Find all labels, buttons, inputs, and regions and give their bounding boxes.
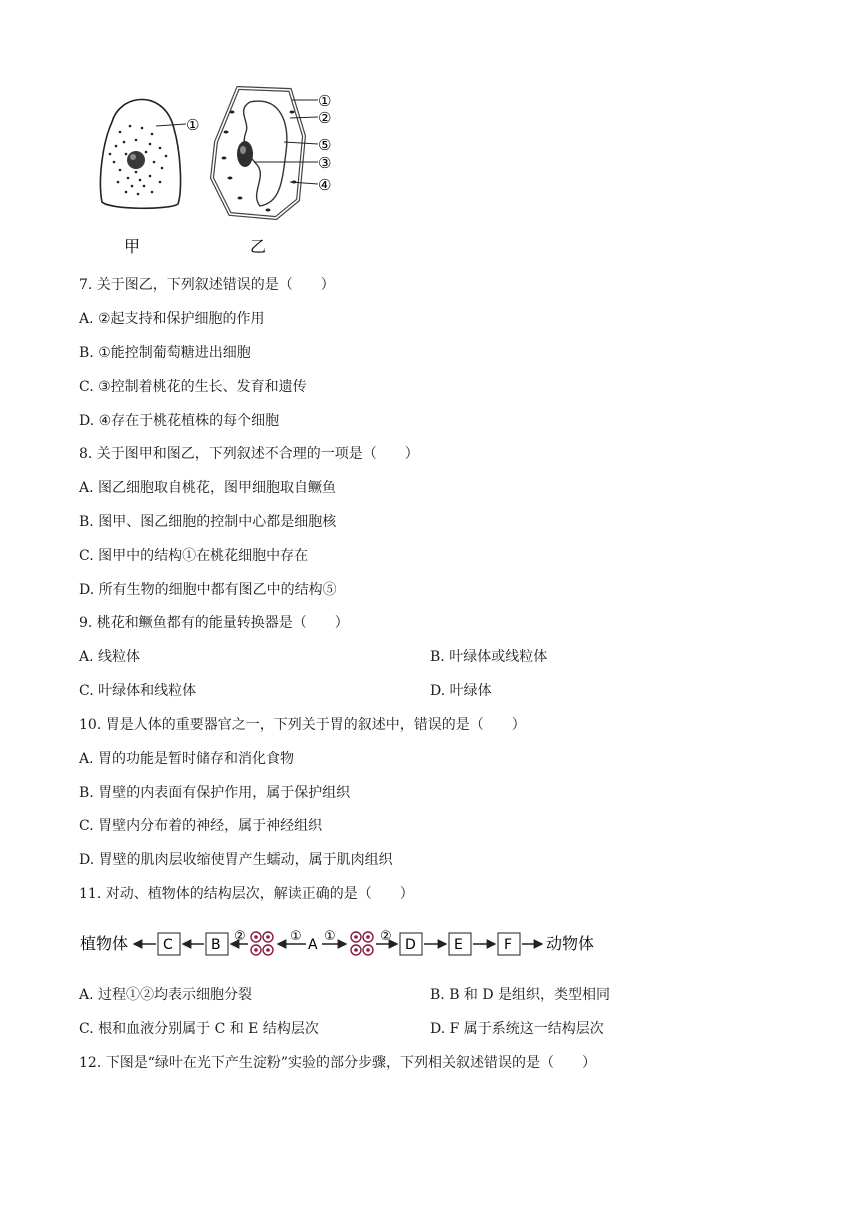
four-cells-right-icon xyxy=(351,932,373,955)
question-9-option-a: A. 线粒体 xyxy=(79,649,141,665)
svg-text:B: B xyxy=(211,937,221,953)
question-9-stem: 9. 桃花和鳜鱼都有的能量转换器是（ ） xyxy=(79,615,349,631)
marker-yi-1: ① xyxy=(318,92,332,110)
question-8-stem: 8. 关于图甲和图乙，下列叙述不合理的一项是（ ） xyxy=(79,446,419,462)
step-1-right: ① xyxy=(324,929,336,944)
question-7-option-c: C. ③控制着桃花的生长、发育和遗传 xyxy=(79,379,307,395)
question-11-option-b: B. B 和 D 是组织，类型相同 xyxy=(430,987,611,1003)
cell-figure xyxy=(90,82,350,260)
four-cells-left-icon xyxy=(251,932,273,955)
marker-yi-5: ⑤ xyxy=(318,136,332,154)
plant-cell-yi xyxy=(212,88,318,218)
svg-text:D: D xyxy=(405,937,416,953)
svg-text:C: C xyxy=(163,937,173,953)
question-11-stem: 11. 对动、植物体的结构层次，解读正确的是（ ） xyxy=(79,886,414,902)
marker-yi-4: ④ xyxy=(318,176,332,194)
step-2-right: ② xyxy=(380,929,392,944)
question-8-option-a: A. 图乙细胞取自桃花，图甲细胞取自鳜鱼 xyxy=(79,480,337,496)
question-10-option-a: A. 胃的功能是暂时储存和消化食物 xyxy=(79,751,295,767)
question-11-option-d: D. F 属于系统这一结构层次 xyxy=(430,1021,604,1037)
marker-jia-1: ① xyxy=(186,116,200,134)
question-10-option-c: C. 胃壁内分布着的神经，属于神经组织 xyxy=(79,818,323,834)
marker-yi-3: ③ xyxy=(318,154,332,172)
question-10-option-d: D. 胃壁的肌肉层收缩使胃产生蠕动，属于肌肉组织 xyxy=(79,852,393,868)
question-7-stem: 7. 关于图乙，下列叙述错误的是（ ） xyxy=(79,277,335,293)
question-8-option-d: D. 所有生物的细胞中都有图乙中的结构⑤ xyxy=(79,582,337,598)
step-2-left: ② xyxy=(234,929,246,944)
svg-text:E: E xyxy=(454,937,463,953)
plant-body-label: 植物体 xyxy=(80,934,129,953)
label-yi: 乙 xyxy=(250,237,267,256)
question-7-option-b: B. ①能控制葡萄糖进出细胞 xyxy=(79,345,251,361)
marker-yi-2: ② xyxy=(318,109,332,127)
question-8-option-c: C. 图甲中的结构①在桃花细胞中存在 xyxy=(79,548,309,564)
question-8-option-b: B. 图甲、图乙细胞的控制中心都是细胞核 xyxy=(79,514,337,530)
step-1-left: ① xyxy=(290,929,302,944)
center-label-a: A xyxy=(308,937,318,953)
question-11-option-c: C. 根和血液分别属于 C 和 E 结构层次 xyxy=(79,1021,319,1037)
question-10-stem: 10. 胃是人体的重要器官之一，下列关于胃的叙述中，错误的是（ ） xyxy=(79,717,526,733)
svg-text:F: F xyxy=(504,937,513,953)
question-9-option-d: D. 叶绿体 xyxy=(430,683,492,699)
animal-body-label: 动物体 xyxy=(546,934,595,953)
question-7-option-a: A. ②起支持和保护细胞的作用 xyxy=(79,311,265,327)
label-jia: 甲 xyxy=(124,237,141,256)
question-12-stem: 12. 下图是“绿叶在光下产生淀粉”实验的部分步骤，下列相关叙述错误的是（ ） xyxy=(79,1055,597,1071)
animal-cell-jia xyxy=(100,99,186,208)
structure-levels-diagram xyxy=(80,926,600,962)
question-9-option-c: C. 叶绿体和线粒体 xyxy=(79,683,197,699)
question-7-option-d: D. ④存在于桃花植株的每个细胞 xyxy=(79,413,280,429)
question-9-option-b: B. 叶绿体或线粒体 xyxy=(430,649,548,665)
question-10-option-b: B. 胃壁的内表面有保护作用，属于保护组织 xyxy=(79,785,351,801)
question-11-option-a: A. 过程①②均表示细胞分裂 xyxy=(79,987,253,1003)
